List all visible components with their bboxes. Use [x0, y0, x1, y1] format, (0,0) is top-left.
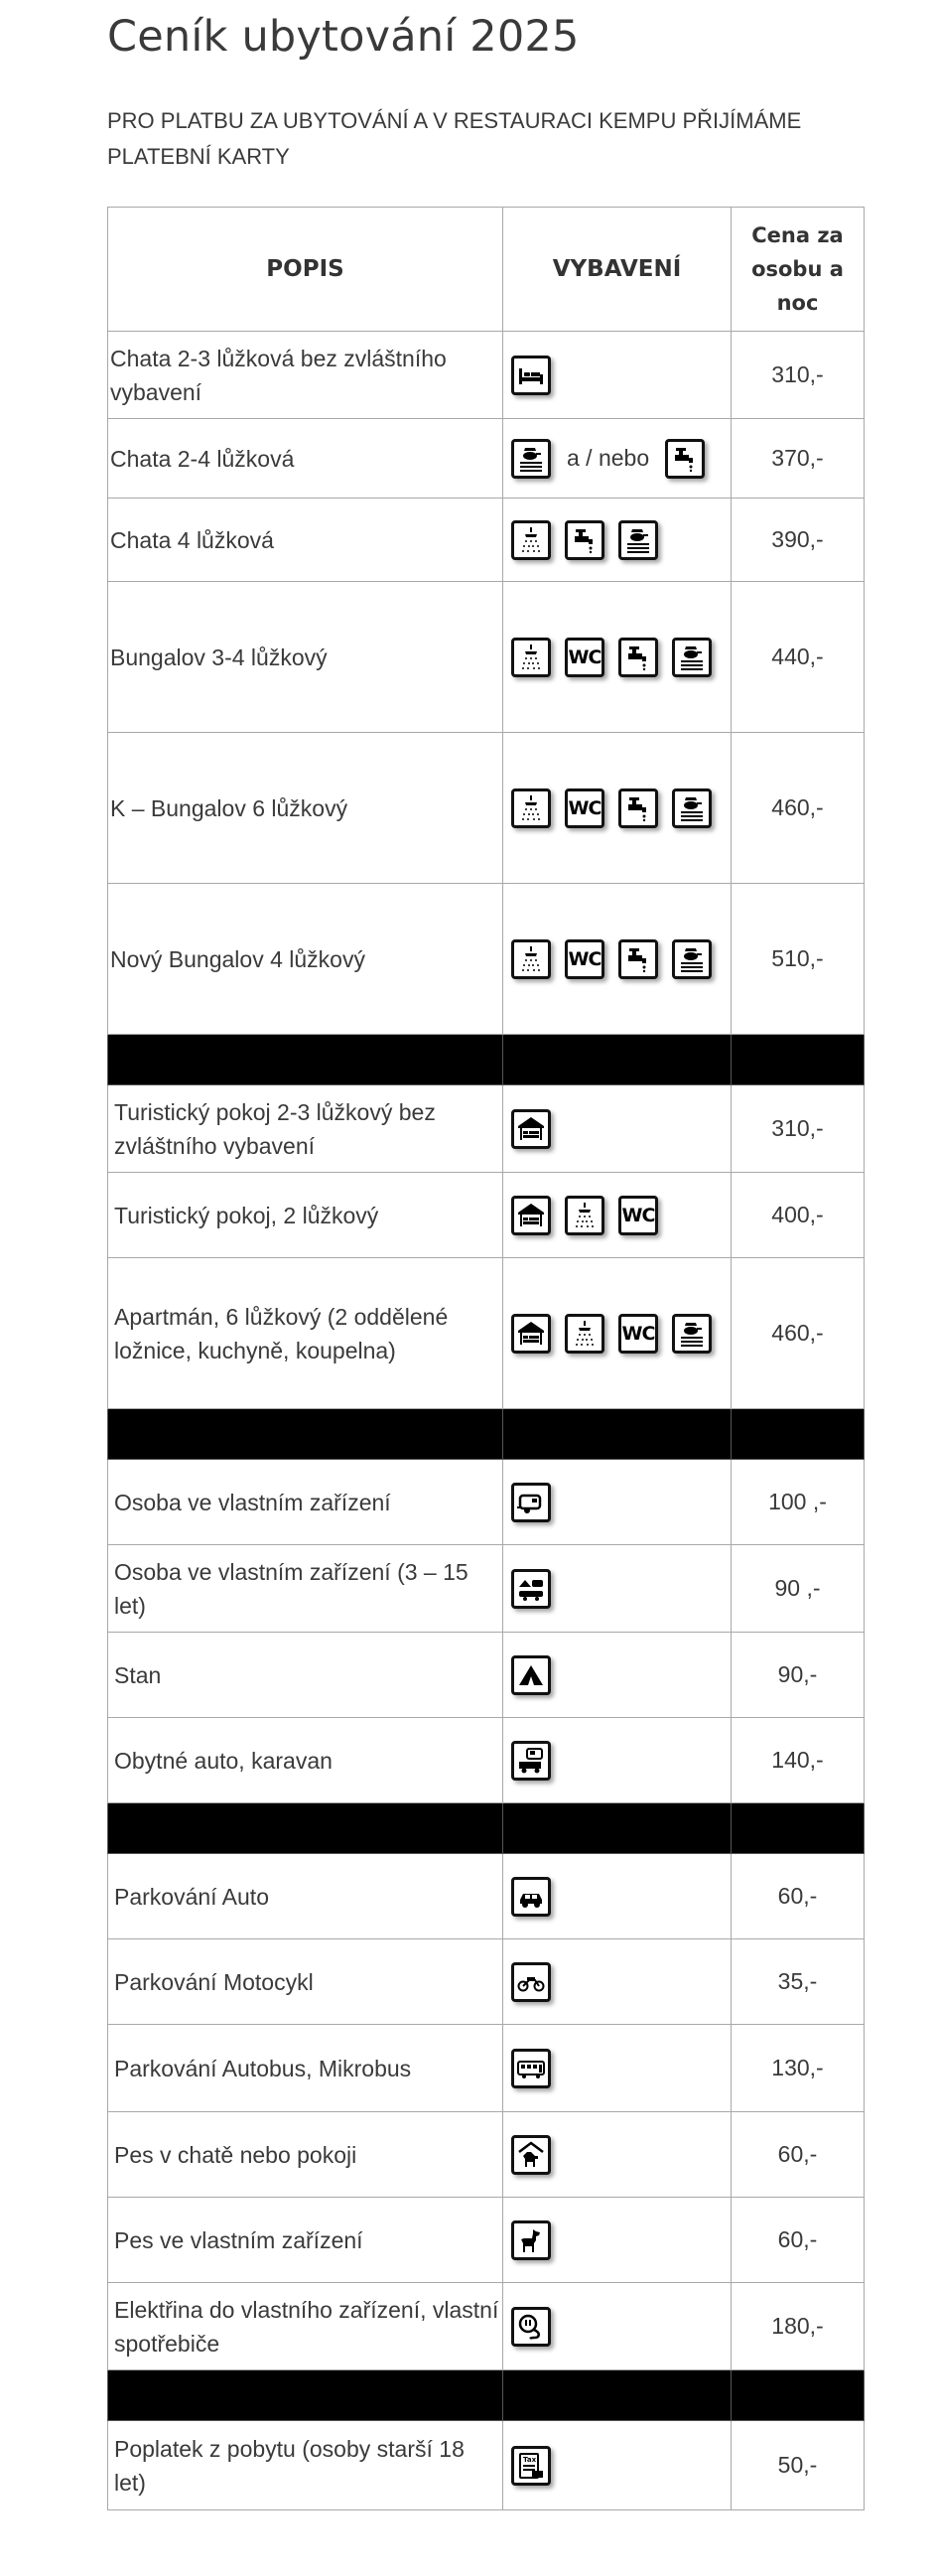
equipment-icons — [511, 2049, 730, 2088]
row-description-text: Elektřina do vlastního zařízení, vlastní spotřebiče — [114, 2296, 499, 2357]
child-camping-icon — [511, 1569, 551, 1609]
row-description — [108, 2421, 503, 2510]
table-row — [108, 733, 865, 884]
shower-icon — [511, 788, 551, 828]
row-price: 130,- — [732, 2025, 865, 2112]
row-description — [108, 1939, 503, 2025]
row-description-text: Parkování Auto — [114, 1883, 269, 1910]
row-description-text: Nový Bungalov 4 lůžkový — [110, 945, 365, 972]
tent-icon — [511, 1655, 551, 1695]
kitchen-icon — [511, 439, 551, 479]
table-row — [108, 1460, 865, 1545]
equipment-icons — [511, 520, 730, 560]
row-description-text: Pes v chatě nebo pokoji — [114, 2141, 357, 2168]
row-price: 460,- — [732, 1258, 865, 1409]
header-price: Cena za osobu a noc — [732, 208, 865, 332]
row-equipment — [503, 419, 732, 499]
motorcycle-icon — [511, 1962, 551, 2002]
row-price: 180,- — [732, 2283, 865, 2370]
page-title: Ceník ubytování 2025 — [107, 12, 580, 62]
row-description-text: Pes ve vlastním zařízení — [114, 2226, 363, 2253]
equipment-icons — [511, 356, 730, 395]
table-row — [108, 2421, 865, 2510]
table-row — [108, 499, 865, 582]
row-price: 140,- — [732, 1718, 865, 1803]
row-description — [108, 419, 503, 499]
row-equipment — [503, 1258, 732, 1409]
row-description — [108, 2283, 503, 2370]
equipment-icons — [511, 1655, 730, 1695]
row-equipment — [503, 1545, 732, 1633]
row-description-text: Parkování Motocykl — [114, 1968, 314, 1995]
price-table-body — [108, 332, 865, 2510]
row-price: 60,- — [732, 1854, 865, 1939]
row-price: 440,- — [732, 582, 865, 733]
row-price: 390,- — [732, 499, 865, 582]
row-description-text: Poplatek z pobytu (osoby starší 18 let) — [114, 2435, 465, 2496]
separator-cell — [503, 1035, 732, 1085]
separator-cell — [732, 1409, 865, 1460]
bed-icon — [511, 356, 551, 395]
row-description-text: Apartmán, 6 lůžkový (2 oddělené ložnice, kuchyně, koupelna) — [114, 1303, 449, 1363]
row-description — [108, 884, 503, 1035]
bus-icon — [511, 2049, 551, 2088]
row-description-text: Chata 4 lůžková — [110, 526, 274, 553]
tap-icon — [618, 638, 658, 677]
wc-icon — [565, 788, 604, 828]
car-icon — [511, 1877, 551, 1917]
row-equipment — [503, 582, 732, 733]
row-equipment — [503, 499, 732, 582]
tap-icon — [565, 520, 604, 560]
row-description — [108, 1854, 503, 1939]
row-equipment — [503, 733, 732, 884]
row-equipment — [503, 332, 732, 419]
table-row — [108, 884, 865, 1035]
row-price: 50,- — [732, 2421, 865, 2510]
equipment-icons — [511, 1314, 730, 1354]
equipment-icons — [511, 1877, 730, 1917]
row-price: 60,- — [732, 2112, 865, 2198]
row-description-text: Turistický pokoj 2-3 lůžkový bez zvláštního vybavení — [114, 1098, 436, 1159]
row-description — [108, 2025, 503, 2112]
row-price: 370,- — [732, 419, 865, 499]
row-equipment — [503, 2198, 732, 2283]
row-description — [108, 1085, 503, 1173]
row-price: 100 ,- — [732, 1460, 865, 1545]
table-row — [108, 1718, 865, 1803]
row-description — [108, 733, 503, 884]
table-row — [108, 2198, 865, 2283]
shower-icon — [565, 1314, 604, 1354]
equipment-icons — [511, 1741, 730, 1781]
table-row — [108, 332, 865, 419]
equipment-icons — [511, 1109, 730, 1149]
equipment-icons — [511, 788, 730, 828]
row-equipment — [503, 2112, 732, 2198]
wc-icon — [618, 1196, 658, 1235]
room-icon — [511, 1109, 551, 1149]
table-row — [108, 582, 865, 733]
shower-icon — [511, 939, 551, 979]
svg-text:Tax: Tax — [523, 2455, 537, 2464]
equipment-icons — [511, 1196, 730, 1235]
row-equipment — [503, 1718, 732, 1803]
row-description-text: Parkování Autobus, Mikrobus — [114, 2055, 412, 2081]
wc-label: WC — [621, 1322, 655, 1345]
row-description — [108, 582, 503, 733]
equipment-icons — [511, 638, 730, 677]
electricity-icon — [511, 2307, 551, 2347]
row-description — [108, 499, 503, 582]
row-description — [108, 1545, 503, 1633]
table-row — [108, 2025, 865, 2112]
row-description-text: Osoba ve vlastním zařízení — [114, 1489, 391, 1515]
row-equipment — [503, 1854, 732, 1939]
table-row — [108, 419, 865, 499]
wc-icon — [618, 1314, 658, 1354]
table-row — [108, 1258, 865, 1409]
row-equipment — [503, 1939, 732, 2025]
row-description-text: Chata 2-3 lůžková bez zvláštního vybavení — [110, 345, 447, 405]
price-table — [107, 207, 865, 2510]
separator-cell — [503, 2370, 732, 2421]
row-description — [108, 1633, 503, 1718]
row-equipment — [503, 1460, 732, 1545]
row-description-text: Bungalov 3-4 lůžkový — [110, 644, 328, 670]
equipment-icons — [511, 1569, 730, 1609]
separator-cell — [732, 1035, 865, 1085]
section-separator — [108, 1803, 865, 1854]
equipment-icons — [511, 2135, 730, 2175]
table-row — [108, 1939, 865, 2025]
section-separator — [108, 2370, 865, 2421]
row-price: 60,- — [732, 2198, 865, 2283]
row-description-text: Obytné auto, karavan — [114, 1747, 333, 1774]
separator-cell — [108, 1409, 503, 1460]
row-description — [108, 1173, 503, 1258]
table-row — [108, 1854, 865, 1939]
wc-label: WC — [568, 947, 602, 970]
table-header-row — [108, 208, 865, 332]
shower-icon — [511, 520, 551, 560]
tap-icon — [665, 439, 705, 479]
table-row — [108, 1085, 865, 1173]
row-equipment — [503, 2283, 732, 2370]
separator-cell — [108, 2370, 503, 2421]
section-separator — [108, 1409, 865, 1460]
equipment-icons — [511, 439, 730, 479]
row-price: 510,- — [732, 884, 865, 1035]
row-price: 310,- — [732, 332, 865, 419]
room-icon — [511, 1314, 551, 1354]
header-description: POPIS — [108, 208, 503, 332]
kitchen-icon — [618, 520, 658, 560]
row-price: 400,- — [732, 1173, 865, 1258]
row-description — [108, 1258, 503, 1409]
dog-house-icon — [511, 2135, 551, 2175]
payment-notice: PRO PLATBU ZA UBYTOVÁNÍ A V RESTAURACI KEMPU PŘIJÍMÁME PLATEBNÍ KARTY — [107, 108, 802, 169]
icon-separator-text: a / nebo — [567, 445, 650, 471]
kitchen-icon — [672, 939, 712, 979]
kitchen-icon — [672, 1314, 712, 1354]
table-row — [108, 2283, 865, 2370]
shower-icon — [511, 638, 551, 677]
row-price: 90,- — [732, 1633, 865, 1718]
equipment-icons — [511, 2220, 730, 2260]
equipment-icons — [511, 2307, 730, 2347]
table-row — [108, 1633, 865, 1718]
row-equipment — [503, 1173, 732, 1258]
equipment-icons — [511, 939, 730, 979]
separator-cell — [108, 1803, 503, 1854]
caravan-person-icon — [511, 1483, 551, 1522]
table-row — [108, 2112, 865, 2198]
separator-cell — [732, 2370, 865, 2421]
wc-icon — [565, 638, 604, 677]
wc-icon — [565, 939, 604, 979]
tap-icon — [618, 939, 658, 979]
wc-label: WC — [621, 1204, 655, 1226]
row-equipment — [503, 1633, 732, 1718]
row-price: 310,- — [732, 1085, 865, 1173]
kitchen-icon — [672, 788, 712, 828]
table-row — [108, 1173, 865, 1258]
separator-cell — [732, 1803, 865, 1854]
separator-cell — [503, 1409, 732, 1460]
row-description-text: Turistický pokoj, 2 lůžkový — [114, 1202, 379, 1228]
kitchen-icon — [672, 638, 712, 677]
row-equipment — [503, 2025, 732, 2112]
row-price: 90 ,- — [732, 1545, 865, 1633]
row-price: 460,- — [732, 733, 865, 884]
row-description — [108, 332, 503, 419]
tap-icon — [618, 788, 658, 828]
wc-label: WC — [568, 796, 602, 819]
shower-icon — [565, 1196, 604, 1235]
row-description — [108, 1718, 503, 1803]
row-description-text: Stan — [114, 1661, 162, 1688]
equipment-icons — [511, 1483, 730, 1522]
room-icon — [511, 1196, 551, 1235]
section-separator — [108, 1035, 865, 1085]
header-equipment: VYBAVENÍ — [503, 208, 732, 332]
row-equipment — [503, 1085, 732, 1173]
row-description — [108, 2112, 503, 2198]
row-equipment — [503, 2421, 732, 2510]
separator-cell — [108, 1035, 503, 1085]
row-equipment — [503, 884, 732, 1035]
motorhome-icon — [511, 1741, 551, 1781]
equipment-icons — [511, 1962, 730, 2002]
row-description — [108, 2198, 503, 2283]
separator-cell — [503, 1803, 732, 1854]
row-description-text: Osoba ve vlastním zařízení (3 – 15 let) — [114, 1558, 468, 1619]
dog-icon — [511, 2220, 551, 2260]
equipment-icons — [511, 2446, 730, 2486]
row-description — [108, 1460, 503, 1545]
row-price: 35,- — [732, 1939, 865, 2025]
wc-label: WC — [568, 645, 602, 668]
table-row — [108, 1545, 865, 1633]
row-description-text: K – Bungalov 6 lůžkový — [110, 794, 348, 821]
fee-icon — [511, 2446, 551, 2486]
row-description-text: Chata 2-4 lůžková — [110, 445, 295, 472]
